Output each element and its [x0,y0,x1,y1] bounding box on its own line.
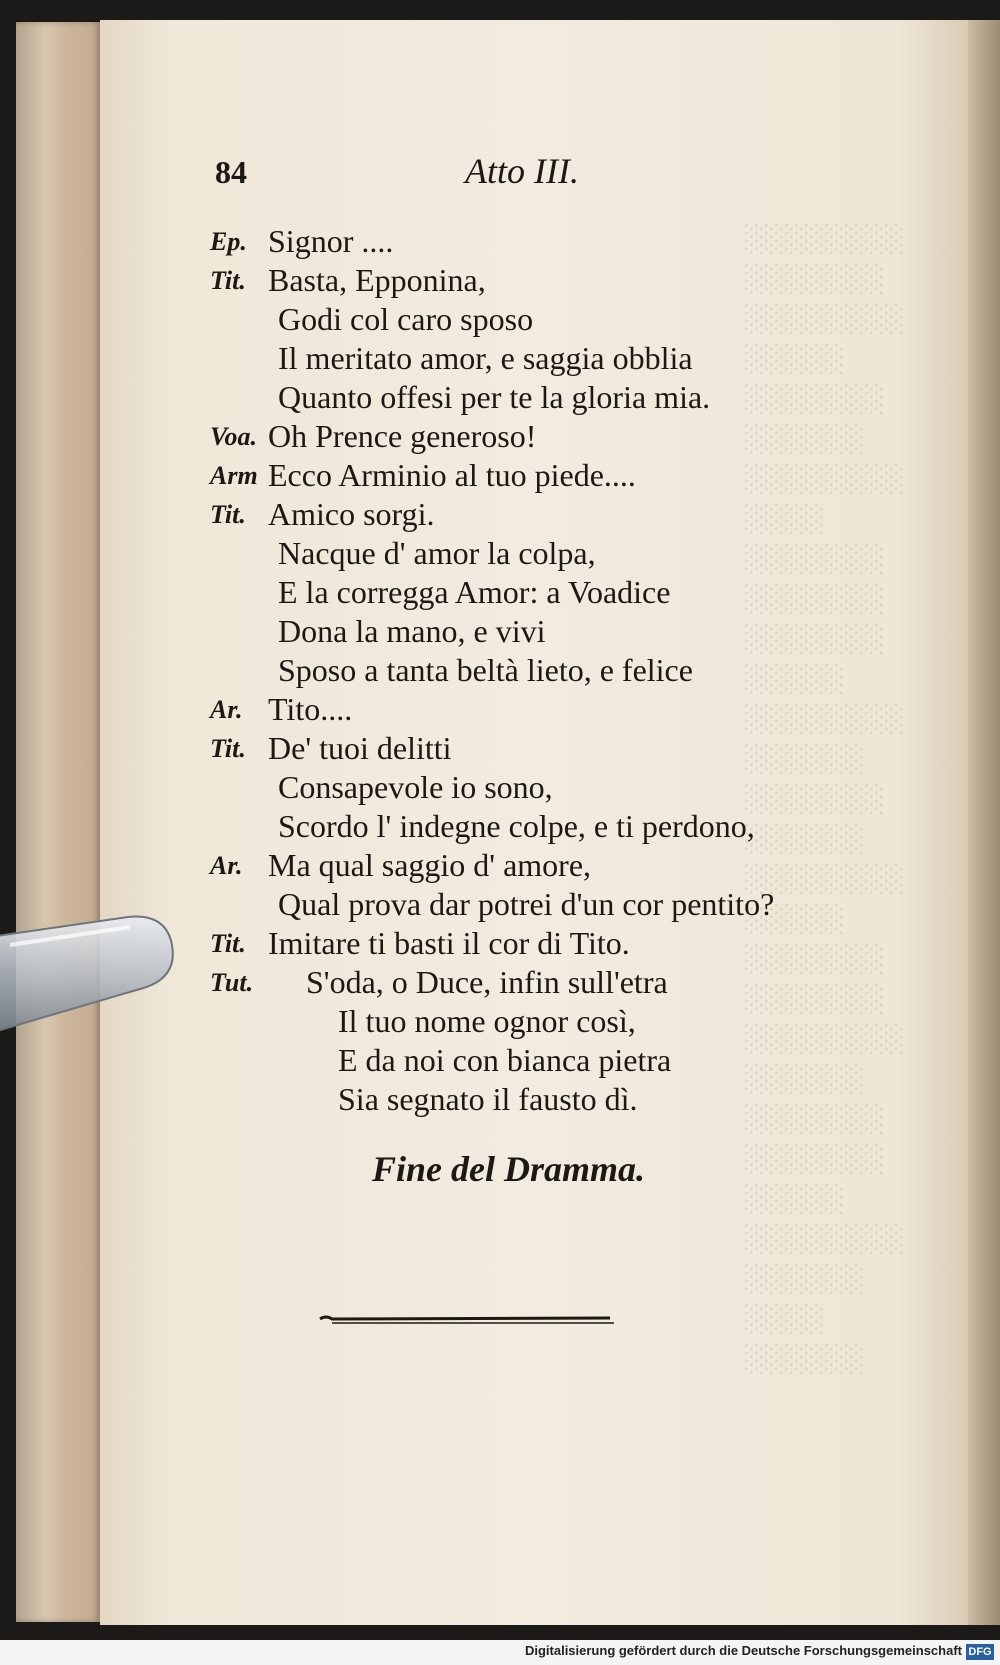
dfg-logo: DFG [966,1644,994,1660]
verse-text: Imitare ti basti il cor di Tito. [268,925,630,961]
page-number: 84 [215,154,247,190]
speech-block [210,417,860,456]
verse-text: Tito.... [268,691,353,727]
speech-block [210,456,860,495]
verse-line [210,612,860,651]
funding-credit: Digitalisierung gefördert durch die Deutsche Forschungsgemeinschaft [524,1643,962,1658]
verse-line [210,885,860,924]
verse-text: Dona la mano, e vivi [278,613,546,649]
verse-text: Quanto offesi per te la gloria mia. [278,379,711,415]
speech-block [210,846,860,924]
speaker-name: Tit. [210,929,246,958]
verse-text: Nacque d' amor la colpa, [278,535,596,571]
verse-text: Il tuo nome ognor così, [338,1003,636,1039]
verse-line [210,300,860,339]
verse-text: E la corregga Amor: a Voadice [278,574,671,610]
verse-text: Il meritato amor, e saggia obblia [278,340,693,376]
verse-text: Sposo a tanta beltà lieto, e felice [278,652,693,688]
glass-page-weight [0,915,178,1035]
speaker-name: Arm [210,461,258,490]
verse-line [210,690,860,729]
verse-text: Ma qual saggio d' amore, [268,847,592,883]
verse-text: S'oda, o Duce, infin sull'etra [306,964,668,1000]
verse-text: Sia segnato il fausto dì. [338,1081,638,1117]
verse-line [210,924,860,963]
verse-line [210,222,860,261]
footer-bar [0,1640,1000,1665]
verse-text: Qual prova dar potrei d'un cor pentito? [278,886,775,922]
speech-block [210,924,860,963]
dialogue-text [210,222,860,1119]
verse-line [210,1002,860,1041]
closing-rule [318,1313,618,1327]
speech-block [210,495,860,690]
speaker-name: Tut. [210,968,254,997]
verse-text: De' tuoi delitti [268,730,452,766]
verse-text: Consapevole io sono, [278,769,553,805]
speaker-name: Tit. [210,500,246,529]
speech-block [210,261,860,417]
verse-text: Scordo l' indegne colpe, e ti perdono, [278,808,755,844]
verse-line [210,417,860,456]
speaker-name: Ep. [210,227,247,256]
speech-block [210,222,860,261]
verse-text: Oh Prence generoso! [268,418,537,454]
verse-line [210,807,860,846]
verse-line [210,495,860,534]
verse-text: E da noi con bianca pietra [338,1042,672,1078]
end-title: Fine del Dramma. [372,1149,646,1189]
speech-block [210,729,860,846]
verse-line [210,456,860,495]
show-through-text: ░░░░░░░░ ░░░░░░░ ░░░░░░░░ ░░░░░ ░░░░░░░ ░░░░░░ ░░░░░░░░ ░░░░ ░░░░░░░ ░░░░░░░ ░░░░░░░ ░░░░░ ░░░░░░░░ ░░░░░░ ░░░░░░░ ░░░░░░ ░░░░░░░░ ░░░░░ ░░░░░░░ ░░░░░░░ ░░░░░░░░ ░░░░░░ ░░░░░░░ ░░░░░░░ ░░░░░ ░░░░░░░░ ░░░░░░ ░░░░ ░░░░░░ [745,225,905,1375]
verse-line [210,1080,860,1119]
verse-line [210,573,860,612]
verse-text: Basta, Epponina, [268,262,486,298]
verse-line [210,534,860,573]
speech-block [210,963,860,1119]
speaker-name: Ar. [210,851,243,880]
verse-text: Godi col caro sposo [278,301,534,337]
speaker-name: Ar. [210,695,243,724]
verse-text: Ecco Arminio al tuo piede.... [268,457,636,493]
verse-line [210,1041,860,1080]
verse-text: Amico sorgi. [268,496,435,532]
page-edge-right [968,20,1000,1625]
page-header [215,150,775,200]
running-title: Atto III. [465,151,579,191]
verse-line [210,378,860,417]
speech-block [210,690,860,729]
speaker-name: Voa. [210,422,257,451]
verse-line [210,729,860,768]
verse-line [210,339,860,378]
speaker-name: Tit. [210,734,246,763]
page-edge-left [16,22,100,1622]
verse-text: Signor .... [268,223,394,259]
verse-line [210,261,860,300]
verse-line [210,768,860,807]
verse-line [210,846,860,885]
speaker-name: Tit. [210,266,246,295]
verse-line [210,963,860,1002]
verse-line [210,651,860,690]
